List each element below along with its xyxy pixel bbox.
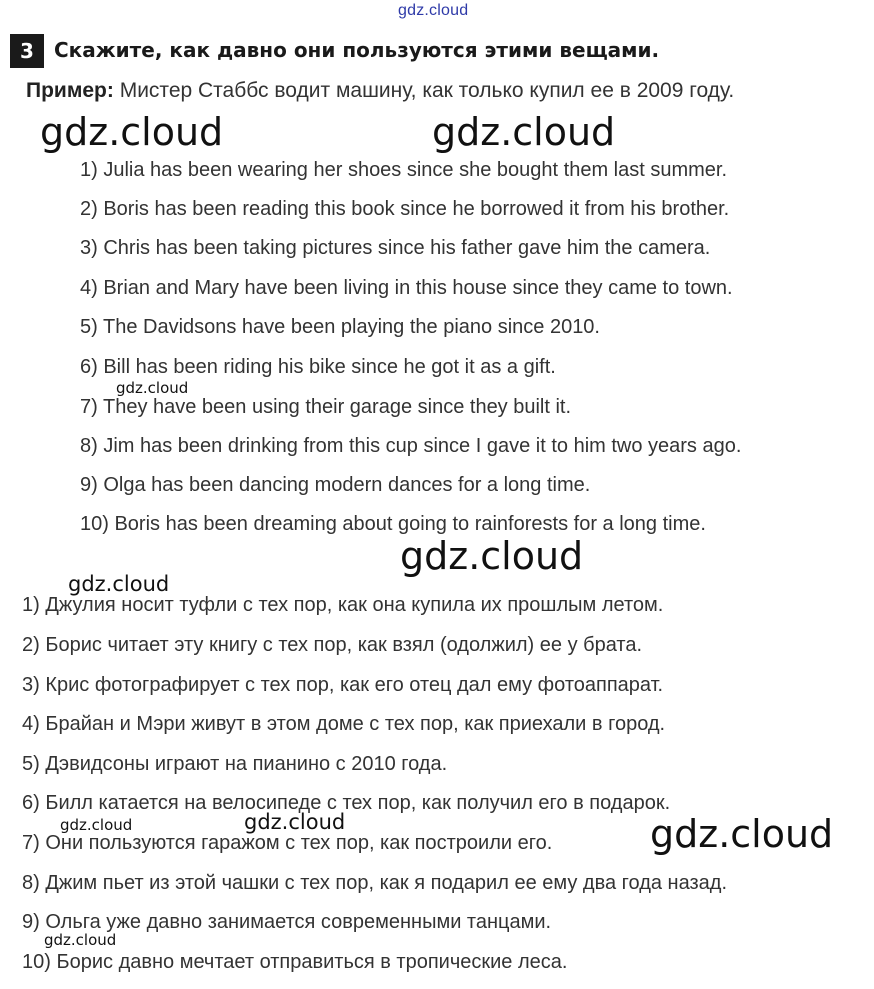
russian-translation-3: 3) Крис фотографирует с тех пор, как его отец дал ему фотоаппарат. bbox=[22, 674, 664, 696]
russian-translation-1: 1) Джулия носит туфли с тех пор, как она купила их прошлым летом. bbox=[22, 594, 664, 616]
task-title: Скажите, как давно они пользуются этими вещами. bbox=[54, 38, 660, 62]
watermark: gdz.cloud bbox=[44, 931, 117, 949]
task-number-badge: 3 bbox=[10, 34, 44, 68]
watermark: gdz.cloud bbox=[68, 572, 170, 596]
watermark: gdz.cloud bbox=[60, 816, 133, 834]
english-answer-2: 2) Boris has been reading this book since he borrowed it from his brother. bbox=[80, 198, 730, 220]
english-answer-9: 9) Olga has been dancing modern dances for a long time. bbox=[80, 474, 591, 496]
english-answer-3: 3) Chris has been taking pictures since his father gave him the camera. bbox=[80, 237, 711, 259]
watermark: gdz.cloud bbox=[650, 812, 834, 856]
russian-translation-4: 4) Брайан и Мэри живут в этом доме с тех пор, как приехали в город. bbox=[22, 713, 666, 735]
example-text: Мистер Стаббс водит машину, как только купил ее в 2009 году. bbox=[113, 79, 735, 102]
russian-translation-9: 9) Ольга уже давно занимается современными танцами. bbox=[22, 911, 552, 933]
example-label: Пример: bbox=[26, 79, 114, 102]
english-answer-5: 5) The Davidsons have been playing the piano since 2010. bbox=[80, 316, 600, 338]
russian-translation-8: 8) Джим пьет из этой чашки с тех пор, как я подарил ее ему два года назад. bbox=[22, 872, 727, 894]
russian-translation-5: 5) Дэвидсоны играют на пианино с 2010 года. bbox=[22, 753, 448, 775]
russian-translation-7: 7) Они пользуются гаражом с тех пор, как построили его. bbox=[22, 832, 553, 854]
english-answer-1: 1) Julia has been wearing her shoes since she bought them last summer. bbox=[80, 159, 728, 181]
watermark: gdz.cloud bbox=[116, 379, 189, 397]
english-answer-6: 6) Bill has been riding his bike since he got it as a gift. bbox=[80, 356, 556, 378]
watermark: gdz.cloud bbox=[244, 810, 346, 834]
english-answer-7: 7) They have been using their garage since they built it. bbox=[80, 396, 572, 418]
watermark: gdz.cloud bbox=[400, 534, 584, 578]
watermark: gdz.cloud bbox=[432, 110, 616, 154]
english-answer-8: 8) Jim has been drinking from this cup since I gave it to him two years ago. bbox=[80, 435, 742, 457]
watermark: gdz.cloud bbox=[40, 110, 224, 154]
example-line bbox=[26, 79, 734, 103]
english-answer-4: 4) Brian and Mary have been living in this house since they came to town. bbox=[80, 277, 733, 299]
russian-translation-6: 6) Билл катается на велосипеде с тех пор, как получил его в подарок. bbox=[22, 792, 671, 814]
russian-translation-10: 10) Борис давно мечтает отправиться в тропические леса. bbox=[22, 951, 568, 973]
watermark-top: gdz.cloud bbox=[398, 2, 469, 19]
english-answer-10: 10) Boris has been dreaming about going to rainforests for a long time. bbox=[80, 513, 706, 535]
russian-translation-2: 2) Борис читает эту книгу с тех пор, как взял (одолжил) ее у брата. bbox=[22, 634, 642, 656]
